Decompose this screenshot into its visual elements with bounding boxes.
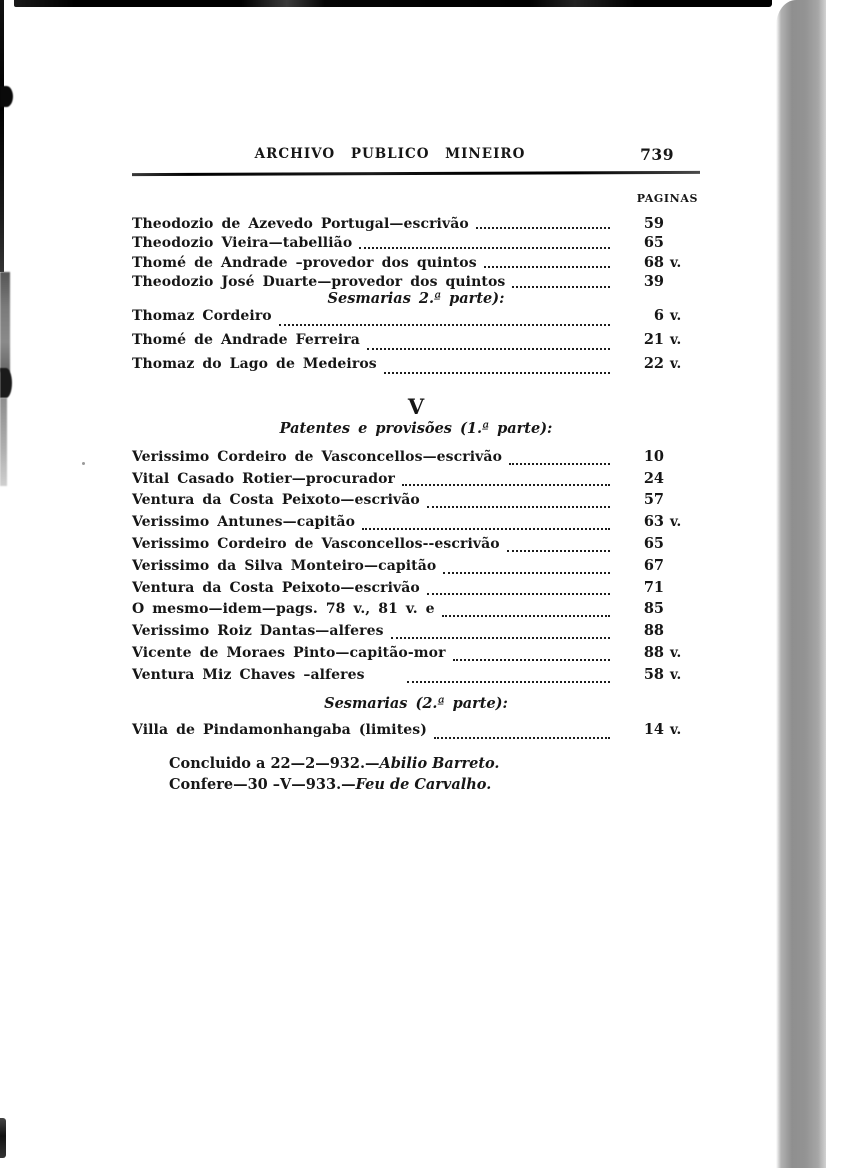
index-entry [132,721,700,744]
entry-page: 21 [643,330,664,348]
entry-name: Ventura da Costa Peixoto—escrivão [132,492,420,509]
entry-page: 88 [643,644,664,662]
index-entry [132,557,700,579]
scan-ink-blot [0,86,13,107]
entry-page: 63 [643,513,664,531]
index-entry [132,600,700,622]
entry-page: 67 [643,556,664,574]
pages-column-label: PAGINAS [636,191,698,205]
scan-smudge [0,398,7,486]
signature-name: Abilio Barreto. [379,754,500,772]
colophon [132,753,700,796]
entry-page: 24 [643,469,664,487]
index-group-sesmarias-2 [132,721,700,744]
entry-page: 71 [643,578,664,596]
entry-name: Thomaz do Lago de Medeiros [132,355,377,372]
page-content [132,146,700,796]
index-group-t [132,215,700,293]
index-entry [132,622,700,644]
entry-name: Thomé de Andrade Ferreira [132,331,360,348]
entry-page: 65 [643,234,664,252]
heading-patentes-e-provisoes: Patentes e provisões (1.ª parte): [279,419,553,437]
entry-name: Vicente de Moraes Pinto—capitão-mor [132,645,446,662]
dot-leader [367,348,610,350]
entry-page: 59 [643,214,664,232]
entry-page: 58 [643,665,664,683]
entry-page: 65 [643,535,664,553]
dot-leader [484,266,610,268]
dot-leader [359,247,610,249]
scan-ink-blot [0,368,12,398]
dot-leader [384,372,610,374]
entry-name: Verissimo da Silva Monteiro—capitão [132,557,437,574]
dot-leader [442,615,610,617]
scan-edge-top [14,0,772,7]
entry-name: Theodozio de Azevedo Portugal—escrivão [132,215,469,232]
entry-name: Thomaz Cordeiro [132,307,272,324]
section-letter-v: V [407,393,425,419]
scan-ink-blot [0,1118,6,1158]
entry-page-verso: v. [670,514,682,531]
dot-leader [434,737,610,739]
dot-leader [279,324,610,326]
head-rule [132,171,700,176]
colophon-line-checked [169,774,700,796]
dot-leader [509,463,610,465]
index-entry [132,644,700,666]
signature-name: Feu de Carvalho. [355,776,492,794]
scan-speck [82,462,85,465]
index-entry [132,513,700,535]
entry-name: Ventura da Costa Peixoto—escrivão [132,579,420,596]
entry-page: 14 [643,720,664,738]
index-entry [132,666,700,688]
scan-smudge [0,272,10,372]
dot-leader [427,593,610,595]
entry-name: Verissimo Roiz Dantas—alferes [132,623,384,640]
dot-leader [512,286,610,288]
entry-page-verso: v. [670,331,682,348]
entry-page: 6 [653,306,664,324]
index-entry [132,254,700,274]
colophon-line-concluded [169,753,700,775]
entry-page-verso: v. [670,721,682,738]
index-group-sesmarias [132,307,700,379]
index-entry [132,234,700,254]
dot-leader [402,484,610,486]
entry-page: 68 [643,253,664,271]
entry-page-verso: v. [670,254,682,271]
index-group-v [132,448,700,688]
folio-number: 739 [640,145,674,164]
dot-leader [453,659,610,661]
entry-name: Thomé de Andrade –provedor dos quintos [132,254,477,271]
entry-name: Theodozio Vieira—tabellião [132,235,353,252]
index-entry [132,355,700,379]
entry-page: 57 [643,491,664,509]
dot-leader [407,681,610,683]
dot-leader [476,227,610,229]
dot-leader [391,637,610,639]
entry-name: Verissimo Antunes—capitão [132,514,356,531]
dot-leader [443,572,610,574]
subheading-sesmarias-2a-parte: Sesmarias 2.ª parte): [327,289,505,307]
entry-page-verso: v. [670,355,682,372]
entry-page: 10 [643,447,664,465]
index-entry [132,579,700,601]
entry-name: Villa de Pindamonhangaba (limites) [132,721,427,738]
scan-edge-left [0,0,4,272]
index-entry [132,535,700,557]
book-spine-shadow [776,0,826,1168]
index-entry [132,215,700,235]
entry-page-verso: v. [670,666,682,683]
entry-name: Verissimo Cordeiro de Vasconcellos--escrivão [132,536,500,553]
entry-page: 22 [643,354,664,372]
index-entry [132,448,700,470]
page-title: ARCHIVO PUBLICO MINEIRO [254,146,526,162]
entry-name: Ventura Miz Chaves –alferes [132,666,365,683]
running-head [132,146,700,165]
index-entry [132,491,700,513]
entry-name: Vital Casado Rotier—procurador [132,470,396,487]
entry-name: O mesmo—idem—pags. 78 v., 81 v. e [132,601,435,618]
colophon-text: Concluido a 22—2—932.— [169,754,380,772]
entry-page: 88 [643,622,664,640]
dot-leader [507,550,610,552]
subheading-sesmarias-2a-parte-2: Sesmarias (2.ª parte): [324,694,508,712]
entry-page: 85 [643,600,664,618]
dot-leader [427,506,610,508]
entry-name: Theodozio José Duarte—provedor dos quintos [132,274,506,291]
entry-name: Verissimo Cordeiro de Vasconcellos—escrivão [132,448,503,465]
index-entry [132,470,700,492]
colophon-text: Confere—30 –V—933.— [169,776,356,794]
entry-page: 39 [643,273,664,291]
entry-page-verso: v. [670,307,682,324]
dot-leader [362,528,610,530]
index-entry [132,307,700,331]
index-entry [132,331,700,355]
entry-page-verso: v. [670,645,682,662]
